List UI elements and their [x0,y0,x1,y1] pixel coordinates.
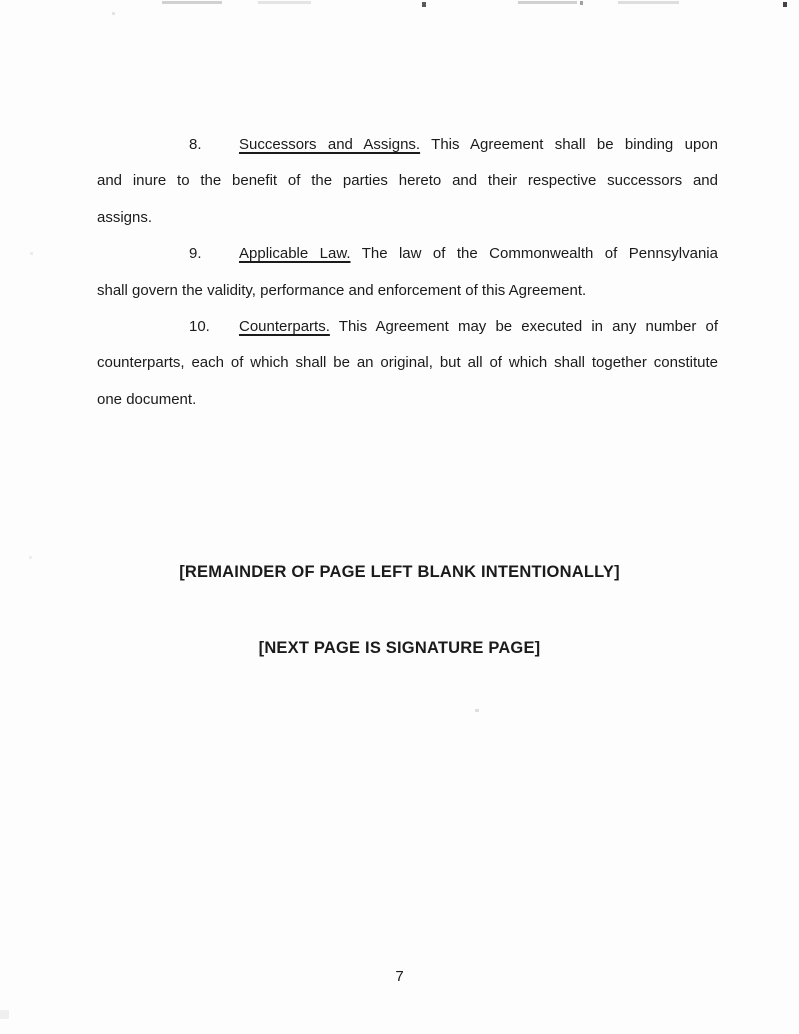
section-heading: Applicable Law. [239,245,351,263]
scan-artifact-dot [580,1,583,5]
scan-artifact-speck [30,252,33,255]
scan-artifact-dash [162,1,222,4]
paragraph-continuation [97,163,718,236]
paragraph-number: 8. [189,136,202,153]
paragraph-continuation [97,273,718,309]
page-number: 7 [395,968,404,985]
paragraph-successors-and-assigns [97,127,718,236]
paragraph-first-line [97,309,718,345]
paragraph-text: This Agreement shall be binding upon [431,136,718,153]
paragraph-applicable-law [97,236,718,309]
scan-artifact-dot [783,2,787,7]
paragraph-number: 10. [189,318,210,336]
paragraph-line: assigns. [97,208,153,226]
paragraph-first-line [97,236,718,272]
contract-clauses [97,127,718,418]
paragraph-line: counterparts, each of which shall be an original, but all of which shall together constitute [97,354,718,372]
scan-artifact-speck [112,12,115,15]
scan-artifact-speck [475,709,479,712]
paragraph-line: one document. [97,390,197,408]
paragraph-counterparts [97,309,718,418]
section-heading: Counterparts. [239,318,330,336]
paragraph-text: The law of the Commonwealth of Pennsylvania [361,245,718,263]
scan-artifact-speck [29,556,32,559]
scan-artifact-dash [518,1,577,4]
scan-artifact-dash [618,1,679,4]
paragraph-number: 9. [189,245,202,263]
paragraph-continuation [97,345,718,418]
section-heading: Successors and Assigns. [239,136,421,153]
scan-artifact-dash [258,1,311,4]
scan-artifact-dot [422,2,426,7]
paragraph-text: This Agreement may be executed in any number of [338,318,718,336]
paragraph-line: shall govern the validity, performance and enforcement of this Agreement. [97,281,587,299]
scan-artifact-corner [0,1010,9,1019]
paragraph-first-line [97,127,718,163]
next-page-signature-notice: [NEXT PAGE IS SIGNATURE PAGE] [258,639,541,657]
remainder-blank-notice: [REMAINDER OF PAGE LEFT BLANK INTENTIONALLY] [179,563,620,581]
paragraph-line: and inure to the benefit of the parties hereto and their respective successors and [97,172,718,190]
